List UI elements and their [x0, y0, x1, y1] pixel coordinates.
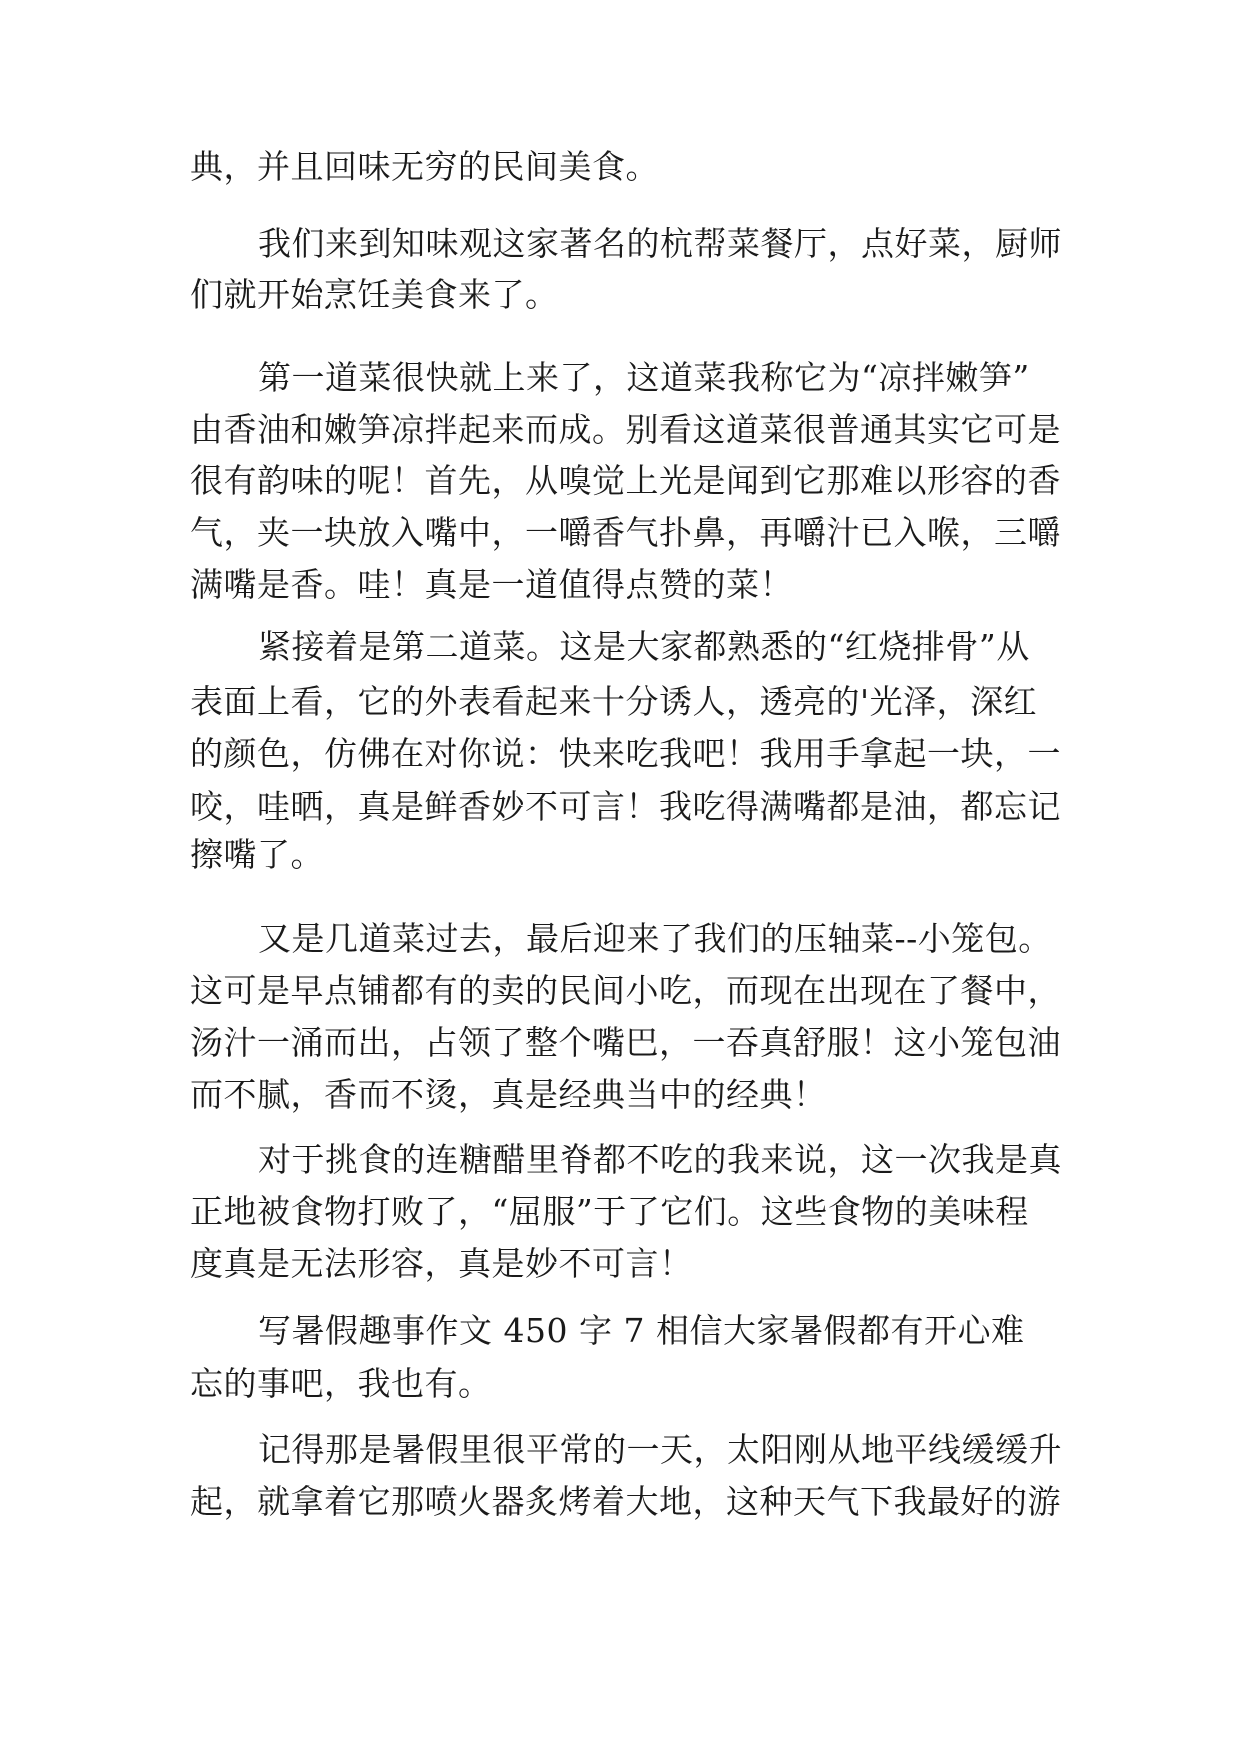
text-line: 写暑假趣事作文 450 字 7 相信大家暑假都有开心难	[258, 1311, 1025, 1350]
text-line: 我们来到知味观这家著名的杭帮菜餐厅，点好菜，厨师	[258, 224, 1062, 263]
text-line: 记得那是暑假里很平常的一天，太阳刚从地平线缓缓升	[258, 1430, 1062, 1469]
text-line: 典，并且回味无穷的民间美食。	[190, 147, 659, 186]
text-line: 忘的事吧，我也有。	[190, 1364, 492, 1403]
text-line: 对于挑食的连糖醋里脊都不吃的我来说，这一次我是真	[258, 1140, 1062, 1179]
text-line: 紧接着是第二道菜。这是大家都熟悉的“红烧排骨”从	[258, 627, 1030, 666]
text-line: 而不腻，香而不烫，真是经典当中的经典！	[190, 1075, 827, 1114]
text-line: 气，夹一块放入嘴中，一嚼香气扑鼻，再嚼汁已入喉，三嚼	[190, 513, 1061, 552]
text-line: 表面上看，它的外表看起来十分诱人，透亮的'光泽，深红	[190, 682, 1038, 721]
text-line: 满嘴是香。哇！真是一道值得点赞的菜！	[190, 565, 793, 604]
text-line: 的颜色，仿佛在对你说：快来吃我吧！我用手拿起一块，一	[190, 734, 1061, 773]
text-line: 汤汁一涌而出，占领了整个嘴巴，一吞真舒服！这小笼包油	[190, 1023, 1061, 1062]
text-line: 咬，哇晒，真是鲜香妙不可言！我吃得满嘴都是油，都忘记	[190, 787, 1061, 826]
text-line: 第一道菜很快就上来了，这道菜我称它为“凉拌嫩笋”	[258, 358, 1030, 397]
text-line: 又是几道菜过去，最后迎来了我们的压轴菜--小笼包。	[258, 919, 1052, 958]
text-line: 很有韵味的呢！首先，从嗅觉上光是闻到它那难以形容的香	[190, 461, 1061, 500]
text-line: 们就开始烹饪美食来了。	[190, 275, 559, 314]
text-line: 度真是无法形容，真是妙不可言！	[190, 1244, 693, 1283]
text-line: 这可是早点铺都有的卖的民间小吃，而现在出现在了餐中，	[190, 971, 1061, 1010]
text-line: 起，就拿着它那喷火器炙烤着大地，这种天气下我最好的游	[190, 1482, 1061, 1521]
text-line: 擦嘴了。	[190, 835, 324, 874]
text-line: 正地被食物打败了，“屈服”于了它们。这些食物的美味程	[190, 1192, 1029, 1231]
text-line: 由香油和嫩笋凉拌起来而成。别看这道菜很普通其实它可是	[190, 410, 1061, 449]
